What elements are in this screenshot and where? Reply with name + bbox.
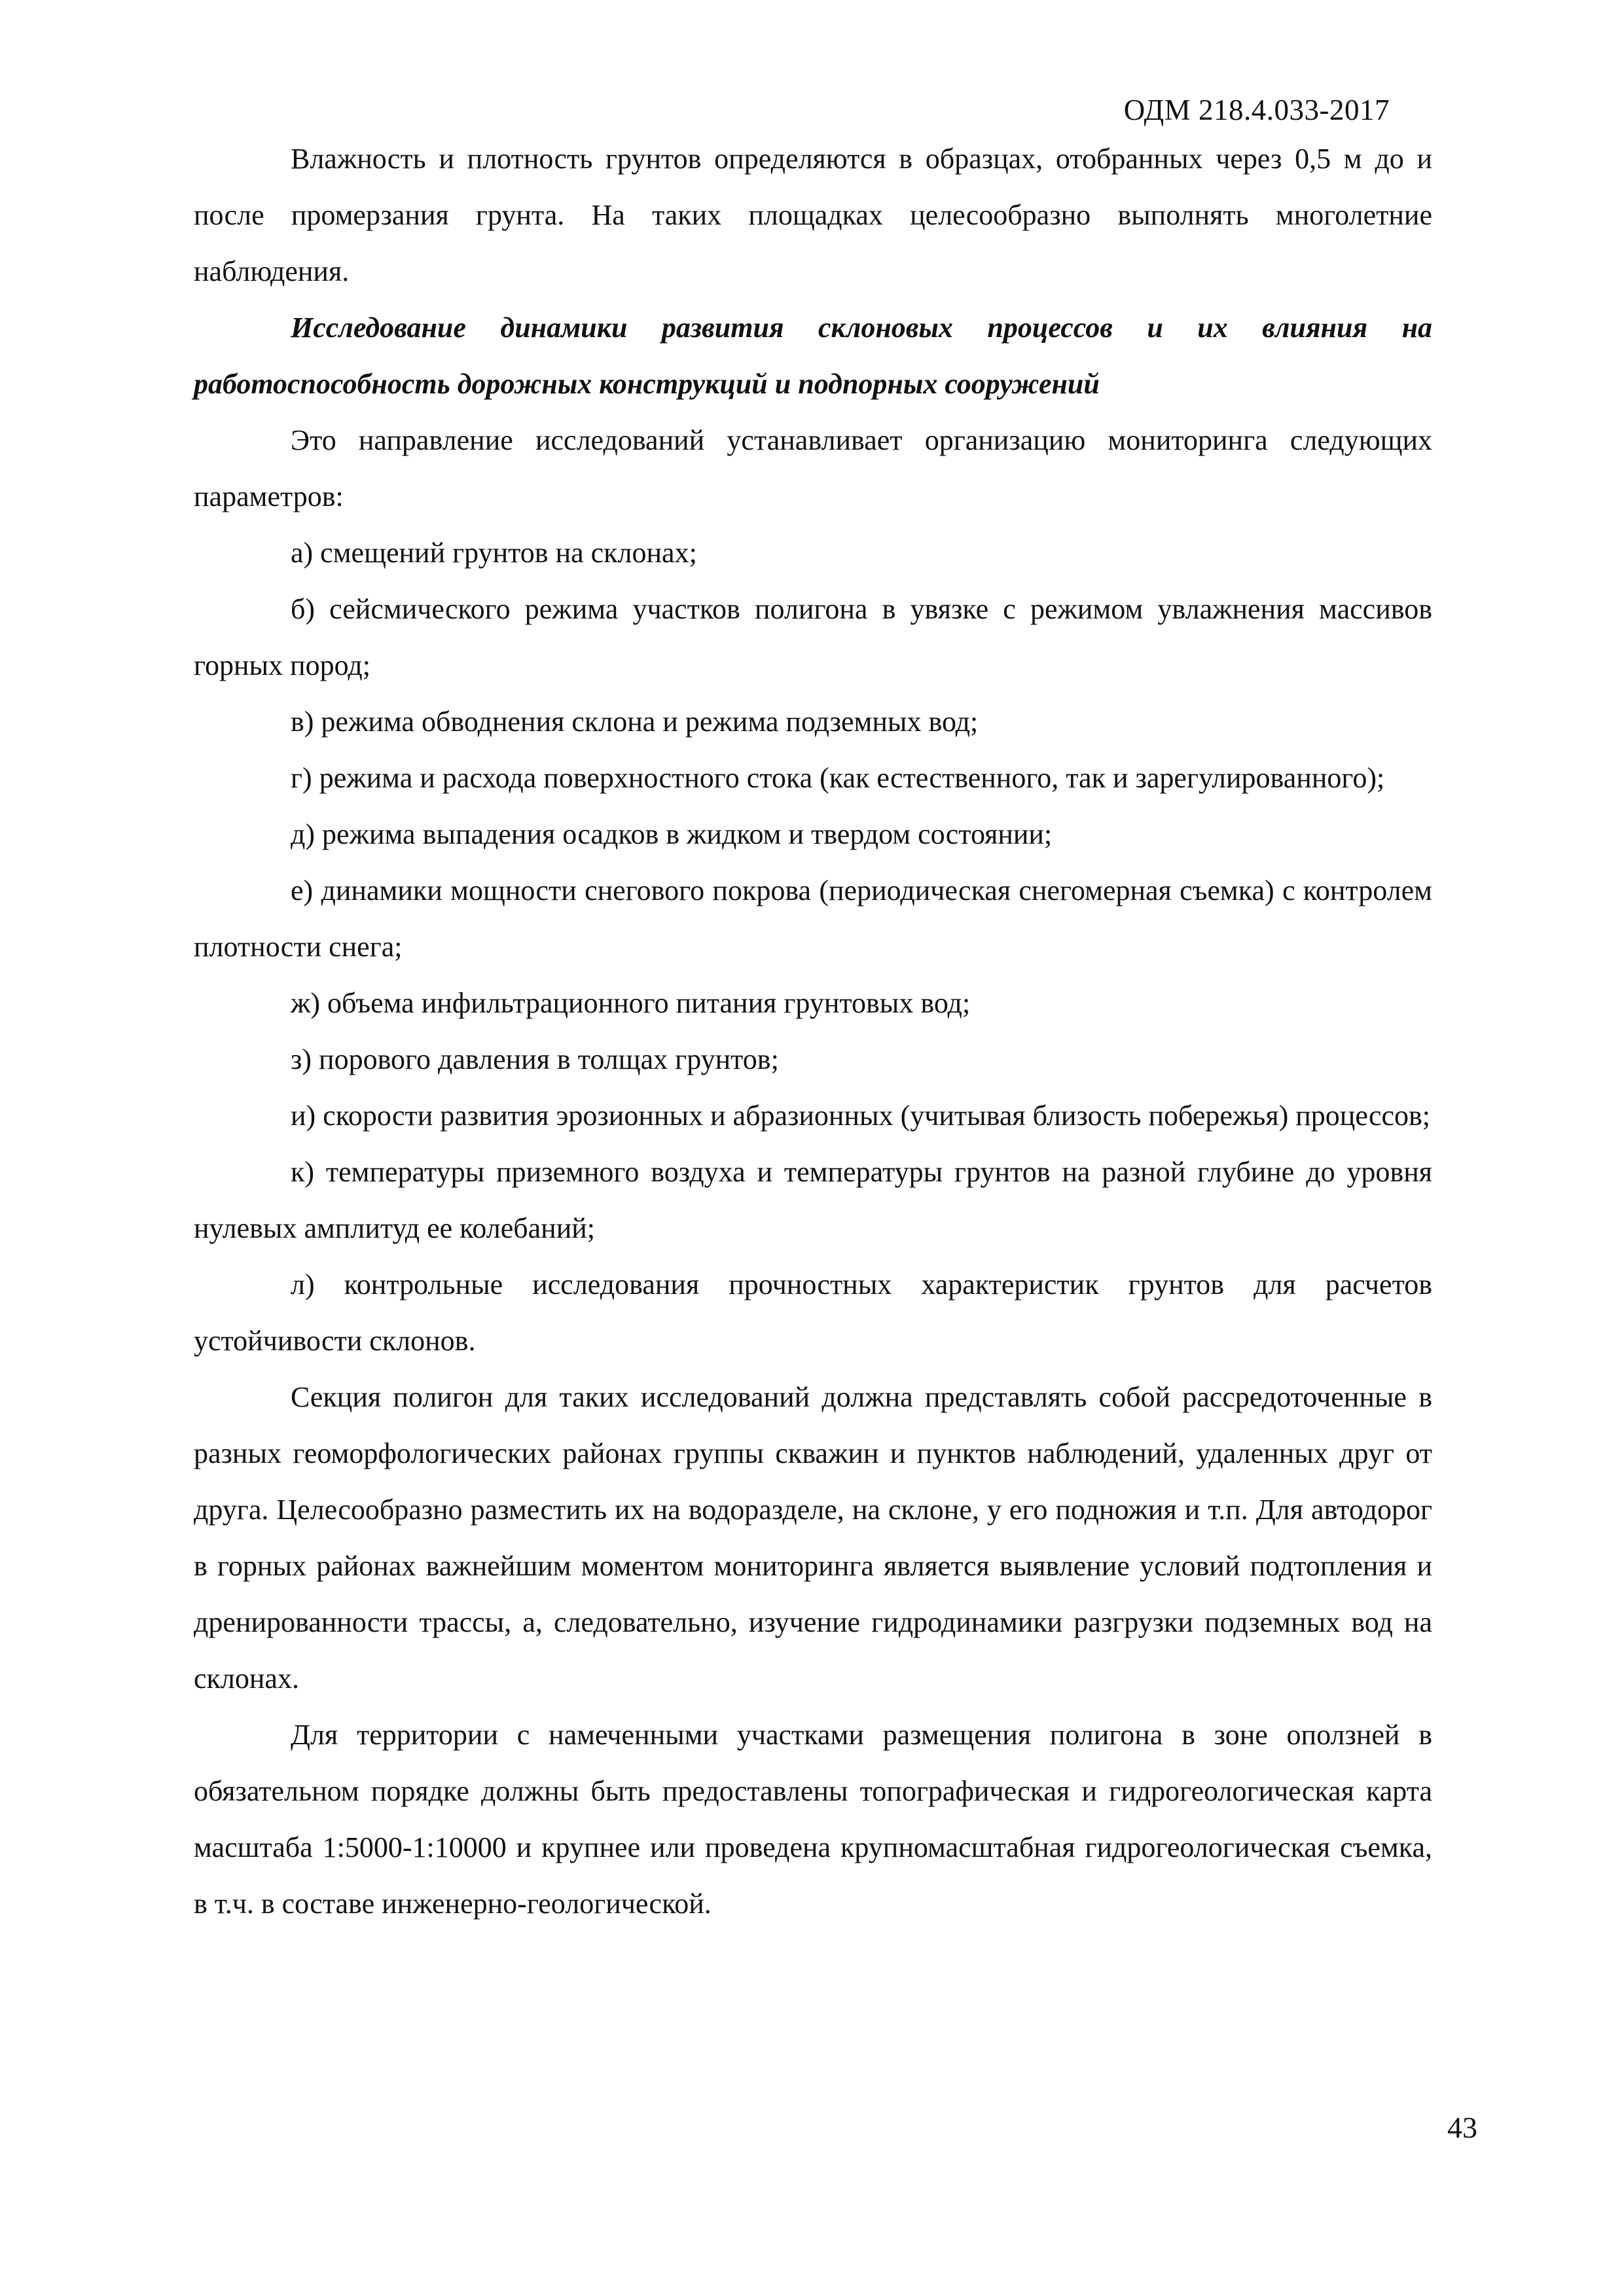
list-item: ж) объема инфильтрационного питания грунтовых вод; bbox=[291, 987, 971, 1019]
document-code-header: ОДМ 218.4.033-2017 bbox=[1123, 94, 1390, 126]
paragraph-sampling: Влажность и плотность грунтов определяются в образцах, отобранных через 0,5 м до и после промерзания грунта. На таких площадках целесообразно выполнять многолетние наблюдения. bbox=[194, 143, 1432, 287]
list-item: и) скорости развития эрозионных и абразионных (учитывая близость побережья) процессов; bbox=[291, 1100, 1431, 1132]
page-number: 43 bbox=[1447, 2111, 1477, 2144]
list-item: в) режима обводнения склона и режима подземных вод; bbox=[291, 706, 979, 738]
section-heading: Исследование динамики развития склоновых процессов и их влияния на работоспособность дорожных конструкций и подпорных сооружений bbox=[194, 312, 1432, 400]
paragraph-territory: Для территории с намеченными участками размещения полигона в зоне оползней в обязательном порядке должны быть предоставлены топографическая и гидрогеологическая карта масштаба 1:5000-1:10000 и крупнее или проведена крупномасштабная гидрогеологическая съемка, в т.ч. в составе инженерно-геологической. bbox=[194, 1719, 1432, 1920]
list-item: з) порового давления в толщах грунтов; bbox=[291, 1043, 779, 1075]
list-item: г) режима и расхода поверхностного стока (как естественного, так и зарегулированного); bbox=[291, 762, 1385, 794]
list-item: а) смещений грунтов на склонах; bbox=[291, 537, 697, 569]
paragraph-intro: Это направление исследований устанавливает организацию мониторинга следующих параметров: bbox=[194, 424, 1432, 512]
list-item: д) режима выпадения осадков в жидком и твердом состоянии; bbox=[291, 818, 1053, 850]
paragraph-polygon-section: Секция полигон для таких исследований должна представлять собой рассредоточенные в разных геоморфологических районах группы скважин и пунктов наблюдений, удаленных друг от друга. Целесообразно разместить их на водоразделе, на склоне, у его подножия и т.п. Для автодорог в горных районах важнейшим моментом мониторинга является выявление условий подтопления и дренированности трассы, а, следовательно, изучение гидродинамики разгрузки подземных вод на склонах. bbox=[194, 1381, 1432, 1695]
list-item: л) контрольные исследования прочностных характеристик грунтов для расчетов устойчивости склонов. bbox=[194, 1268, 1432, 1357]
document-body bbox=[194, 131, 1432, 1932]
list-item: е) динамики мощности снегового покрова (периодическая снегомерная съемка) с контролем плотности снега; bbox=[194, 874, 1432, 963]
list-item: б) сейсмического режима участков полигона в увязке с режимом увлажнения массивов горных пород; bbox=[194, 593, 1432, 681]
list-item: к) температуры приземного воздуха и температуры грунтов на разной глубине до уровня нулевых амплитуд ее колебаний; bbox=[194, 1156, 1432, 1244]
